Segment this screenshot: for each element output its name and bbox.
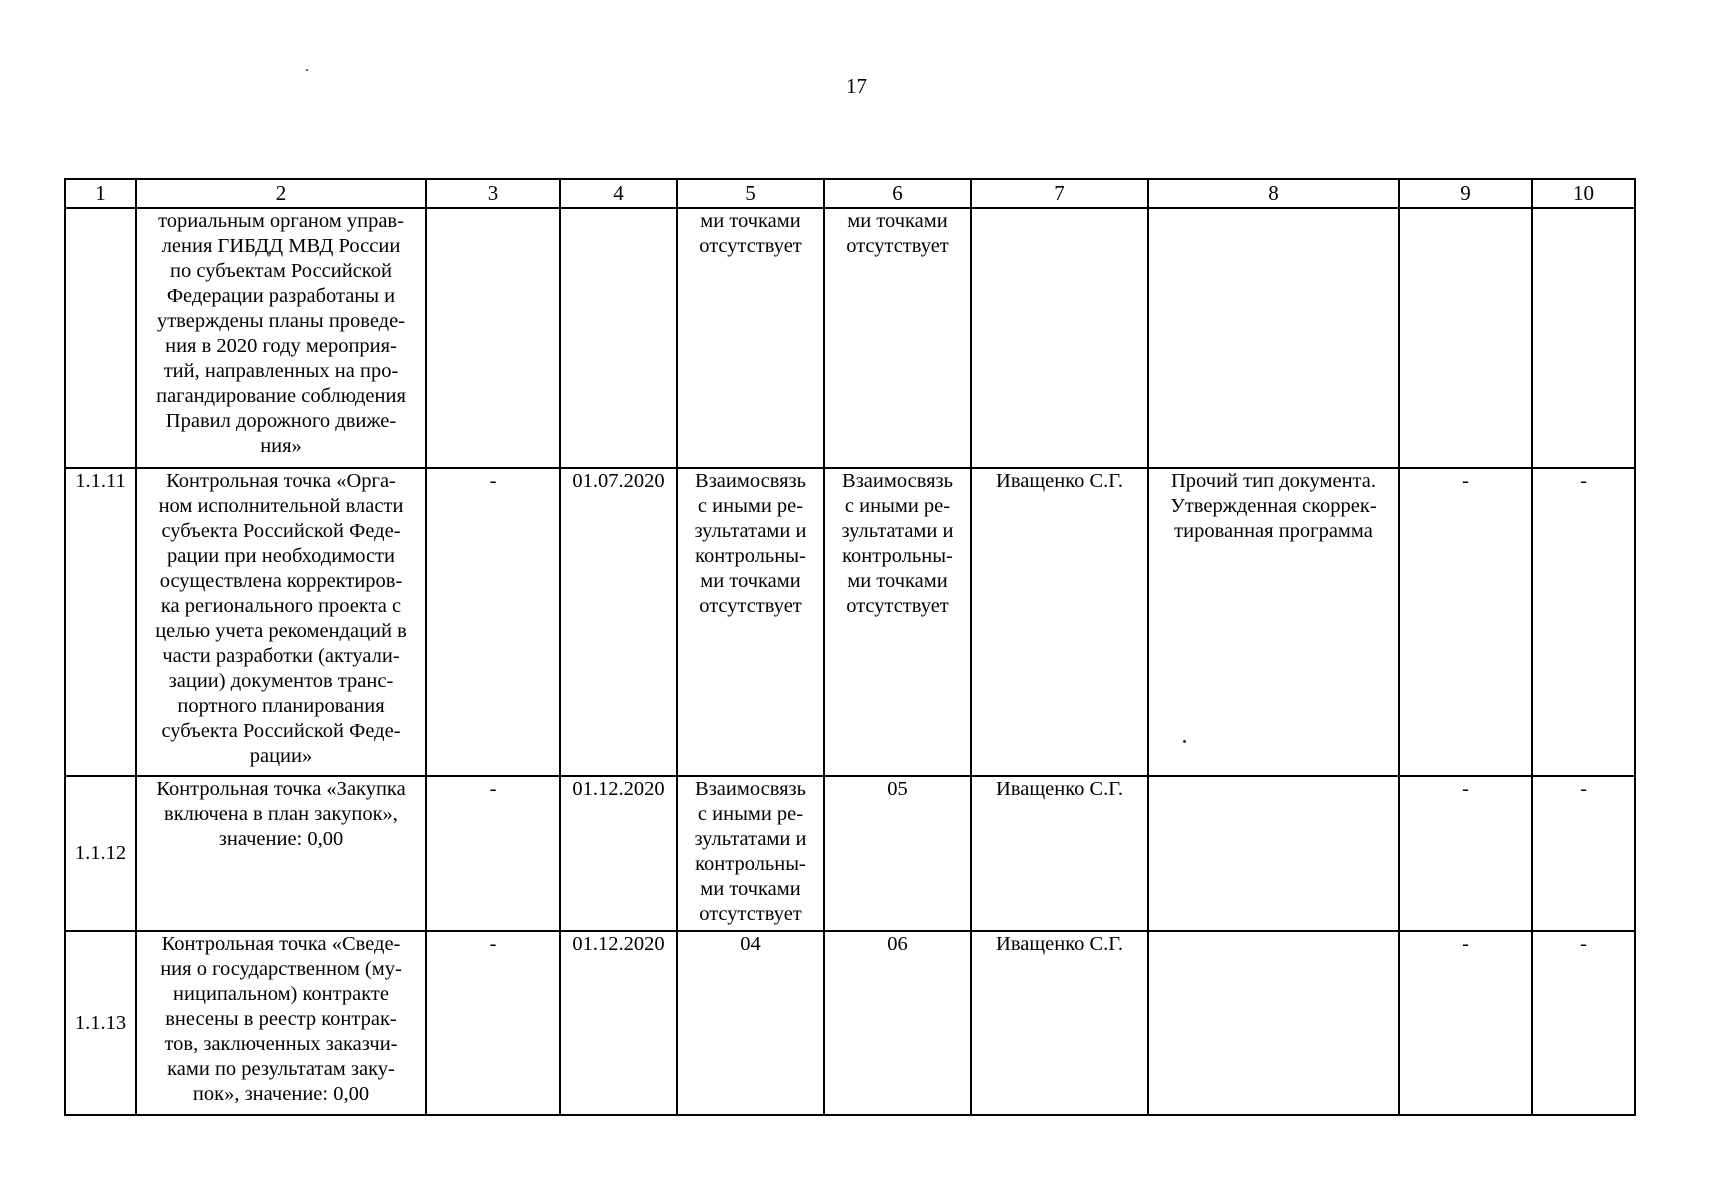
responsible-person: Иващенко С.Г.	[971, 468, 1148, 776]
table-row	[65, 208, 1635, 468]
cell-col-3	[426, 208, 560, 468]
row-number	[65, 208, 136, 468]
header-col-8: 8	[1148, 179, 1399, 208]
control-point-description: ториальным органом управ- ления ГИБДД МВД России по субъектам Российской Федерации разработаны и утверждены планы проведе- ния в 2020 году мероприя- тий, направленных на про- пагандирование соблюдения Правил дорожного движе- ния»	[136, 208, 426, 468]
cell-col-6: Взаимосвязь с иными ре- зультатами и контрольны- ми точками отсутствует	[824, 468, 971, 776]
table-header-row	[65, 179, 1635, 208]
cell-col-4: 01.12.2020	[560, 776, 677, 931]
cell-col-6: ми точками отсутствует	[824, 208, 971, 468]
header-col-4: 4	[560, 179, 677, 208]
row-number: 1.1.11	[65, 468, 136, 776]
cell-col-3: -	[426, 931, 560, 1115]
scan-speck	[1183, 740, 1186, 743]
cell-col-3: -	[426, 468, 560, 776]
responsible-person: Иващенко С.Г.	[971, 776, 1148, 931]
control-point-description: Контрольная точка «Орга- ном исполнительной власти субъекта Российской Феде- рации при необходимости осуществлена корректиров- ка регионального проекта с целью учета рекомендаций в части разработки (актуали- зации) документов транс- портного планирования субъекта Российской Феде- рации»	[136, 468, 426, 776]
cell-col-5: ми точками отсутствует	[677, 208, 824, 468]
table-row	[65, 776, 1635, 931]
cell-col-10	[1532, 208, 1635, 468]
page-number: 17	[846, 74, 867, 98]
cell-col-5: 04	[677, 931, 824, 1115]
table-row	[65, 931, 1635, 1115]
cell-col-10: -	[1532, 468, 1635, 776]
cell-col-6: 06	[824, 931, 971, 1115]
responsible-person: Иващенко С.Г.	[971, 931, 1148, 1115]
header-col-10: 10	[1532, 179, 1635, 208]
document-type	[1148, 208, 1399, 468]
table-row	[65, 468, 1635, 776]
scan-speck	[306, 69, 308, 71]
cell-col-9: -	[1399, 776, 1532, 931]
row-number: 1.1.13	[65, 931, 136, 1115]
control-points-table	[64, 178, 1636, 1116]
document-type	[1148, 931, 1399, 1115]
row-number: 1.1.12	[65, 776, 136, 931]
cell-col-10: -	[1532, 776, 1635, 931]
header-col-3: 3	[426, 179, 560, 208]
document-type	[1148, 776, 1399, 931]
cell-col-5: Взаимосвязь с иными ре- зультатами и контрольны- ми точками отсутствует	[677, 776, 824, 931]
header-col-1: 1	[65, 179, 136, 208]
header-col-6: 6	[824, 179, 971, 208]
cell-col-6: 05	[824, 776, 971, 931]
responsible-person	[971, 208, 1148, 468]
cell-col-9: -	[1399, 931, 1532, 1115]
cell-col-3: -	[426, 776, 560, 931]
cell-col-9	[1399, 208, 1532, 468]
document-type: Прочий тип документа. Утвержденная скоррек- тированная программа	[1148, 468, 1399, 776]
header-col-7: 7	[971, 179, 1148, 208]
header-col-9: 9	[1399, 179, 1532, 208]
cell-col-9: -	[1399, 468, 1532, 776]
cell-col-4	[560, 208, 677, 468]
cell-col-10: -	[1532, 931, 1635, 1115]
cell-col-4: 01.07.2020	[560, 468, 677, 776]
cell-col-5: Взаимосвязь с иными ре- зультатами и контрольны- ми точками отсутствует	[677, 468, 824, 776]
cell-col-4: 01.12.2020	[560, 931, 677, 1115]
control-point-description: Контрольная точка «Закупка включена в план закупок», значение: 0,00	[136, 776, 426, 931]
header-col-2: 2	[136, 179, 426, 208]
control-point-description: Контрольная точка «Сведе- ния о государственном (му- ниципальном) контракте внесены в реестр контрак- тов, заключенных заказчи- ками по результатам заку- пок», значение: 0,00	[136, 931, 426, 1115]
header-col-5: 5	[677, 179, 824, 208]
